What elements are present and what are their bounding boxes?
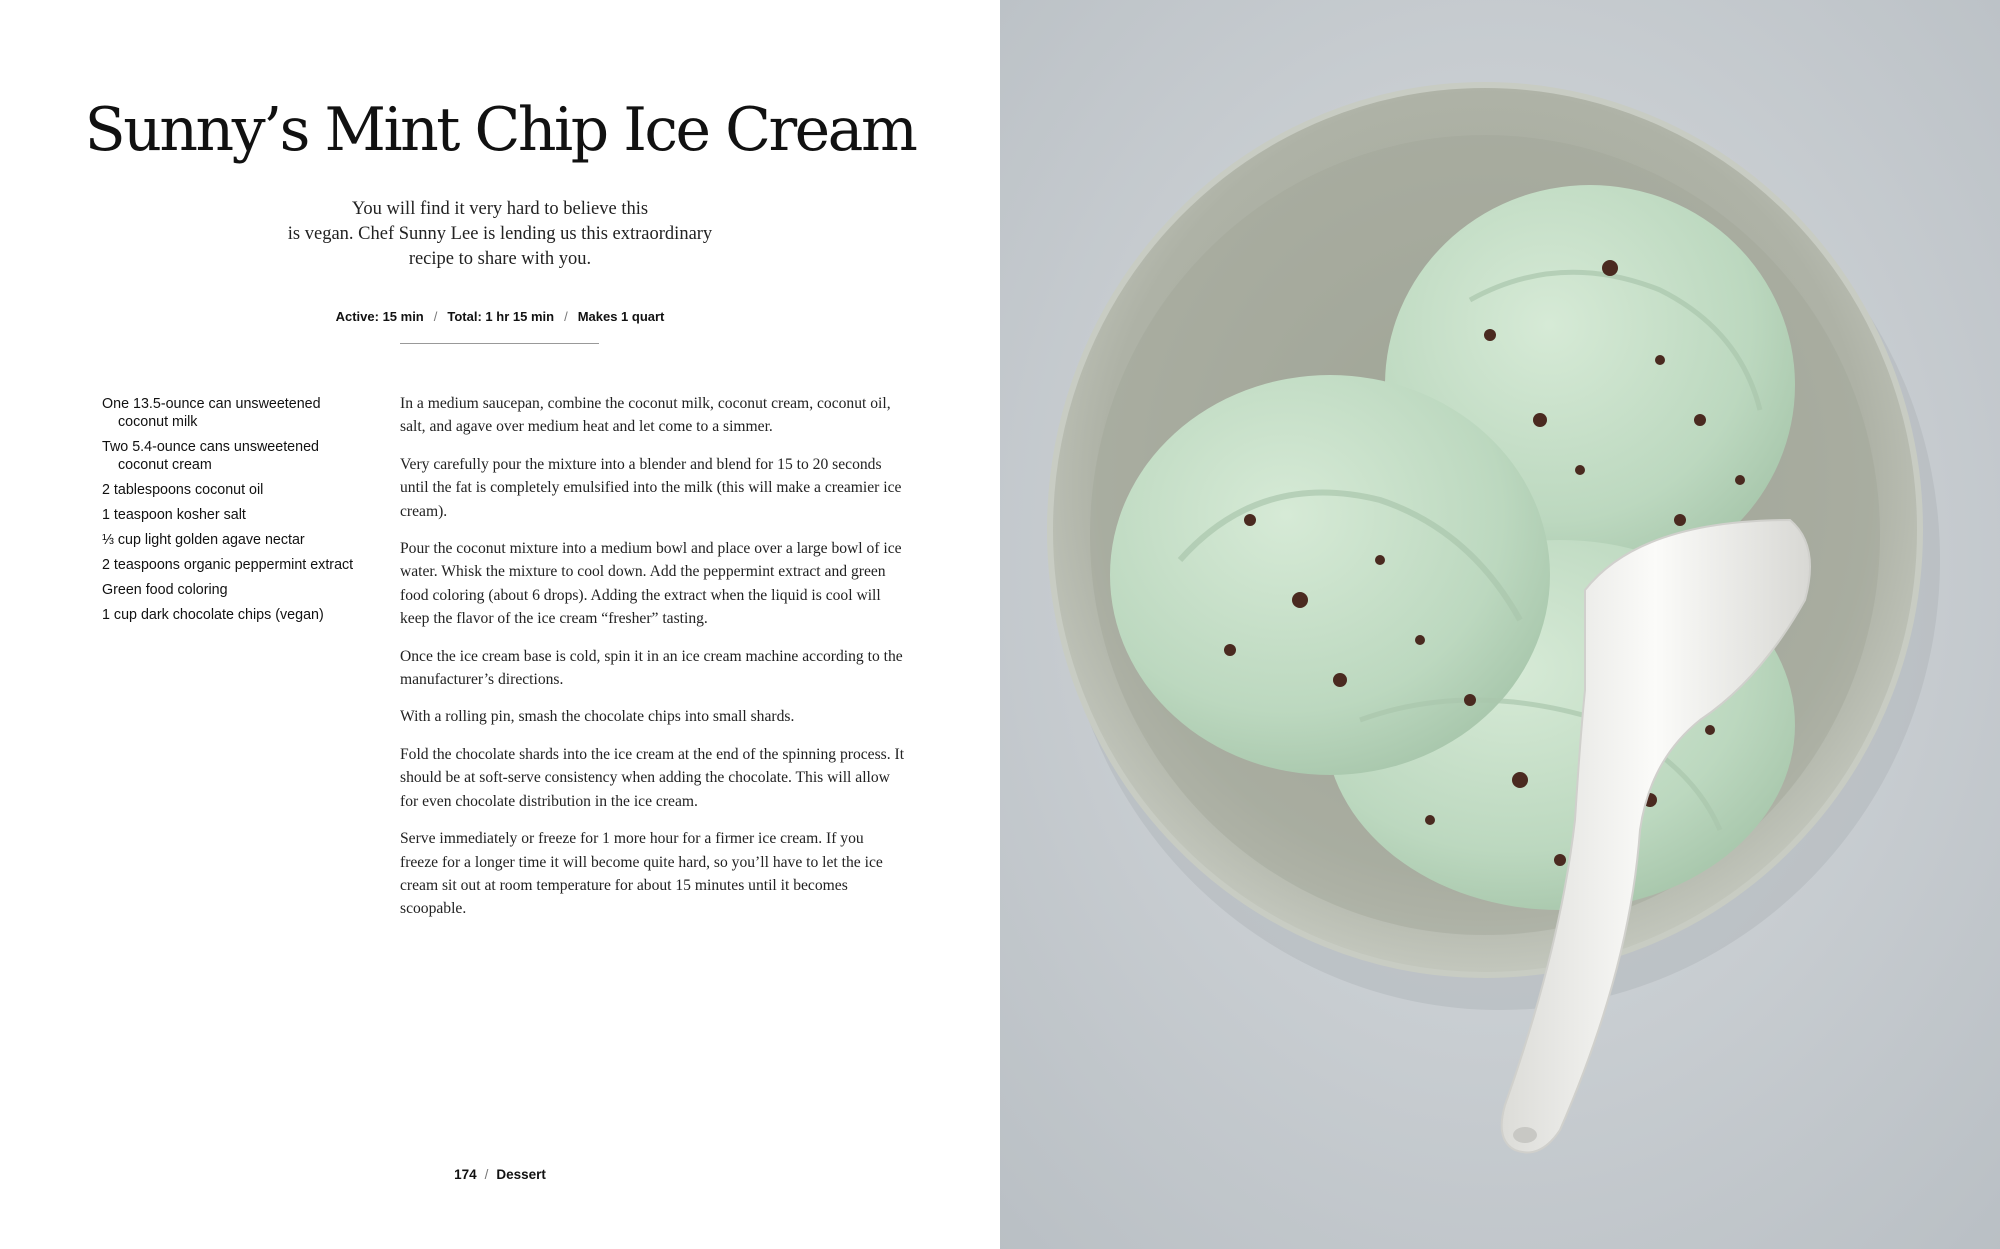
direction-step: With a rolling pin, smash the chocolate chips into small shards. <box>400 708 795 726</box>
meta-separator: / <box>433 309 438 324</box>
intro-line: You will find it very hard to believe this <box>351 199 649 219</box>
active-time: Active: 15 min <box>335 309 424 324</box>
recipe-meta <box>0 309 1000 324</box>
page-number: 174 <box>454 1167 477 1182</box>
ingredient-item: 1 cup dark chocolate chips (vegan) <box>102 607 324 623</box>
ingredients-list <box>102 395 362 631</box>
ingredient-item: 1 teaspoon kosher salt <box>102 507 246 523</box>
direction-step: Serve immediately or freeze for 1 more hour for a firmer ice cream. If you freeze for a longer time it will become quite hard, so you’ll have to let the ice cream sit out at room temperature for about 15 minutes until it becomes scoopable. <box>400 830 883 918</box>
ingredient-item: Green food coloring <box>102 582 228 598</box>
direction-step: Fold the chocolate shards into the ice cream at the end of the spinning process. It should be at soft-serve consistency when adding the chocolate. This will allow for even chocolate distribution in the ice cream. <box>400 745 905 810</box>
page-footer <box>0 1167 1000 1182</box>
ingredient-item: One 13.5-ounce can unsweetened coconut milk <box>102 396 321 430</box>
ice-cream-bowl-illustration <box>1000 0 2000 1249</box>
total-time: Total: 1 hr 15 min <box>447 309 555 324</box>
meta-separator: / <box>564 309 568 324</box>
direction-step: Once the ice cream base is cold, spin it in an ice cream machine according to the manufacturer’s directions. <box>400 647 903 689</box>
ingredient-item: 2 teaspoons organic peppermint extract <box>102 557 354 573</box>
intro-line: recipe to share with you. <box>408 249 592 269</box>
direction-step: Very carefully pour the mixture into a blender and blend for 15 to 20 seconds until the fat is completely emulsified into the milk (this will make a creamier ice cream). <box>400 455 902 520</box>
ice-cream-photo <box>1000 0 2000 1249</box>
recipe-title: Sunny’s Mint Chip Ice Cream <box>84 95 916 165</box>
footer-separator: / <box>484 1167 489 1182</box>
section-name: Dessert <box>496 1167 546 1182</box>
ingredient-item: ⅓ cup light golden agave nectar <box>102 532 305 548</box>
divider <box>400 343 599 344</box>
intro-line: is vegan. Chef Sunny Lee is lending us this extraordinary <box>287 224 713 244</box>
yield: Makes 1 quart <box>577 309 665 324</box>
direction-step: Pour the coconut mixture into a medium bowl and place over a large bowl of ice water. Whisk the mixture to cool down. Add the peppermint extract and green food coloring (about 6 drops). Adding the extract when the liquid is cool will keep the flavor of the ice cream “fresher” tasting. <box>400 540 902 628</box>
directions <box>400 392 905 935</box>
direction-step: In a medium saucepan, combine the coconut milk, coconut cream, coconut oil, salt, and agave over medium heat and let come to a simmer. <box>400 395 891 436</box>
recipe-intro <box>255 197 745 272</box>
ingredient-item: Two 5.4-ounce cans unsweetened coconut cream <box>102 439 319 473</box>
ingredient-item: 2 tablespoons coconut oil <box>102 482 264 498</box>
